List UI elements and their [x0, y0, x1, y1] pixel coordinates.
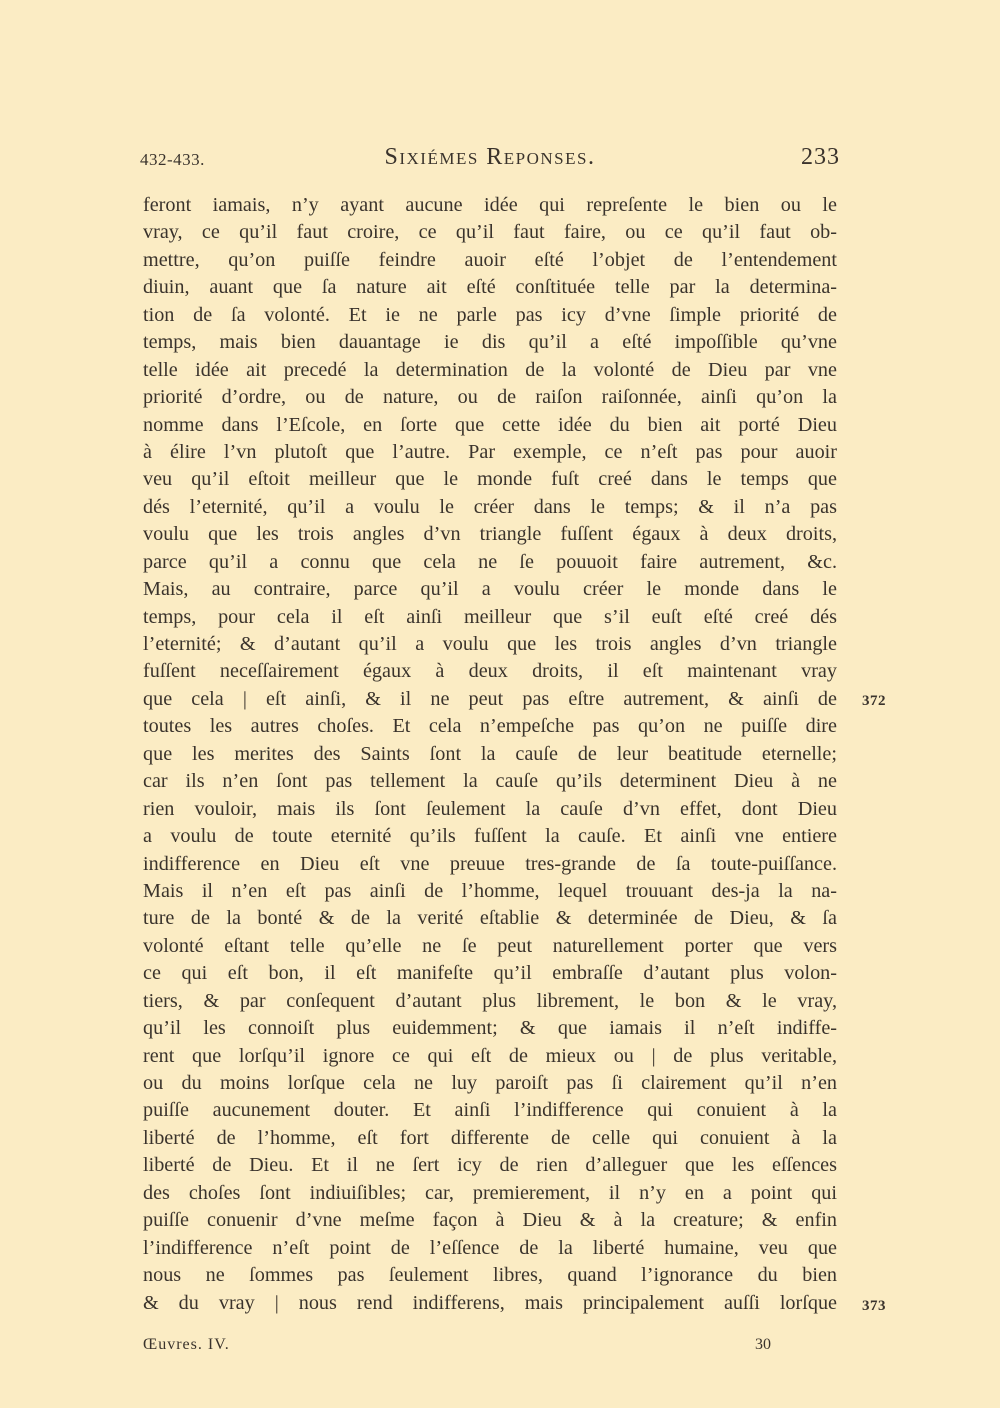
header-title: Sixiémes Reponses. — [384, 144, 596, 170]
text-line: temps, mais bien dauantage ie dis qu’il a eſté impoſſible qu’vne — [143, 331, 837, 354]
text-line: puiſſe conuenir d’vne meſme façon à Dieu & à la creature; & enfin — [143, 1209, 837, 1232]
text-line: qu’il les connoiſt plus euidemment; & que iamais il n’eſt indiffe- — [143, 1017, 837, 1040]
text-line: feront iamais, n’y ayant aucune idée qui repreſente le bien ou le — [143, 194, 837, 216]
text-line: dés l’eternité, qu’il a voulu le créer dans le temps; & il n’a pas — [143, 495, 837, 518]
text-line: liberté de l’homme, eſt fort differente de celle qui conuient à la — [143, 1126, 837, 1149]
text-line: puiſſe aucunement douter. Et ainſi l’indifference qui conuient à la — [143, 1099, 837, 1122]
text-line: car ils n’en ſont pas tellement la cauſe qu’ils determinent Dieu à ne — [143, 770, 837, 793]
text-line: temps, pour cela il eſt ainſi meilleur que s’il euſt eſté creé dés — [143, 605, 837, 628]
text-line: l’eternité; & d’autant qu’il a voulu que les trois angles d’vn triangle — [143, 633, 837, 655]
text-line: l’indifference n’eſt point de l’eſſence de la liberté humaine, veu que — [143, 1236, 837, 1259]
text-line: à élire l’vn plutoſt que l’autre. Par exemple, ce n’eſt pas pour auoir — [143, 440, 837, 463]
text-line: Mais il n’en eſt pas ainſi de l’homme, lequel trouuant des-ja la na- — [143, 879, 837, 902]
body-text — [143, 192, 837, 1317]
text-line: fuſſent neceſſairement égaux à deux droits, il eſt maintenant vray — [143, 660, 837, 683]
text-line: liberté de Dieu. Et il ne ſert icy de rien d’alleguer que les eſſences — [143, 1154, 837, 1177]
text-line: tion de ſa volonté. Et ie ne parle pas icy d’vne ſimple priorité de — [143, 303, 837, 326]
running-header — [140, 142, 840, 178]
text-line: rent que lorſqu’il ignore ce qui eſt de mieux ou | de plus veritable, — [143, 1044, 837, 1067]
text-line: rien vouloir, mais ils ſont ſeulement la cauſe d’vn effet, dont Dieu — [143, 797, 837, 820]
text-line: nomme dans l’Eſcole, en ſorte que cette idée du bien ait porté Dieu — [143, 413, 837, 436]
margin-page-number: 372 — [862, 693, 886, 709]
text-line: voulu que les trois angles d’vn triangle fuſſent égaux à deux droits, — [143, 523, 837, 546]
text-line: veu qu’il eſtoit meilleur que le monde fuſt creé dans le temps que — [143, 468, 837, 491]
text-line: indifference en Dieu eſt vne preuue tres-grande de ſa toute-puiſſance. — [143, 852, 837, 875]
text-line: ce qui eſt bon, il eſt manifeſte qu’il embraſſe d’autant plus volon- — [143, 962, 837, 985]
text-line: mettre, qu’on puiſſe feindre auoir eſté l’objet de l’entendement — [143, 248, 837, 271]
footer-signature: 30 — [755, 1336, 771, 1353]
text-line: que cela | eſt ainſi, & il ne peut pas eſtre autrement, & ainſi de — [143, 687, 837, 710]
text-line: telle idée ait precedé la determination de la volonté de Dieu par vne — [143, 358, 837, 381]
text-line: diuin, auant que ſa nature ait eſté conſtituée telle par la determina- — [143, 276, 837, 299]
text-line: volonté eſtant telle qu’elle ne ſe peut naturellement porter que vers — [143, 934, 837, 957]
text-line: Mais, au contraire, parce qu’il a voulu créer le monde dans le — [143, 578, 837, 601]
text-line: toutes les autres choſes. Et cela n’empeſche pas qu’on ne puiſſe dire — [143, 715, 837, 738]
text-line: & du vray | nous rend indifferens, mais principalement auſſi lorſque — [143, 1291, 837, 1314]
footer-volume: Œuvres. IV. — [143, 1336, 230, 1353]
text-line: priorité d’ordre, ou de nature, ou de raiſon raiſonnée, ainſi qu’on la — [143, 386, 837, 409]
text-line: a voulu de toute eternité qu’ils fuſſent la cauſe. Et ainſi vne entiere — [143, 825, 837, 848]
text-line: vray, ce qu’il faut croire, ce qu’il faut faire, ou ce qu’il faut ob- — [143, 221, 837, 244]
text-line: des choſes ſont indiuiſibles; car, premierement, il n’y en a point qui — [143, 1181, 837, 1204]
text-line: parce qu’il a connu que cela ne ſe pouuoit faire autrement, &c. — [143, 550, 837, 573]
text-line: ture de la bonté & de la verité eſtablie & determinée de Dieu, & ſa — [143, 907, 837, 930]
text-line: tiers, & par conſequent d’autant plus librement, le bon & le vray, — [143, 989, 837, 1012]
text-line: que les merites des Saints ſont la cauſe de leur beatitude eternelle; — [143, 742, 837, 765]
text-line: nous ne ſommes pas ſeulement libres, quand l’ignorance du bien — [143, 1264, 837, 1287]
header-page-range: 432-433. — [140, 150, 205, 169]
header-folio: 233 — [801, 144, 840, 170]
page-footer — [143, 1336, 783, 1360]
text-line: ou du moins lorſque cela ne luy paroiſt pas ſi clairement qu’il n’en — [143, 1072, 837, 1094]
margin-page-number: 373 — [862, 1298, 886, 1314]
